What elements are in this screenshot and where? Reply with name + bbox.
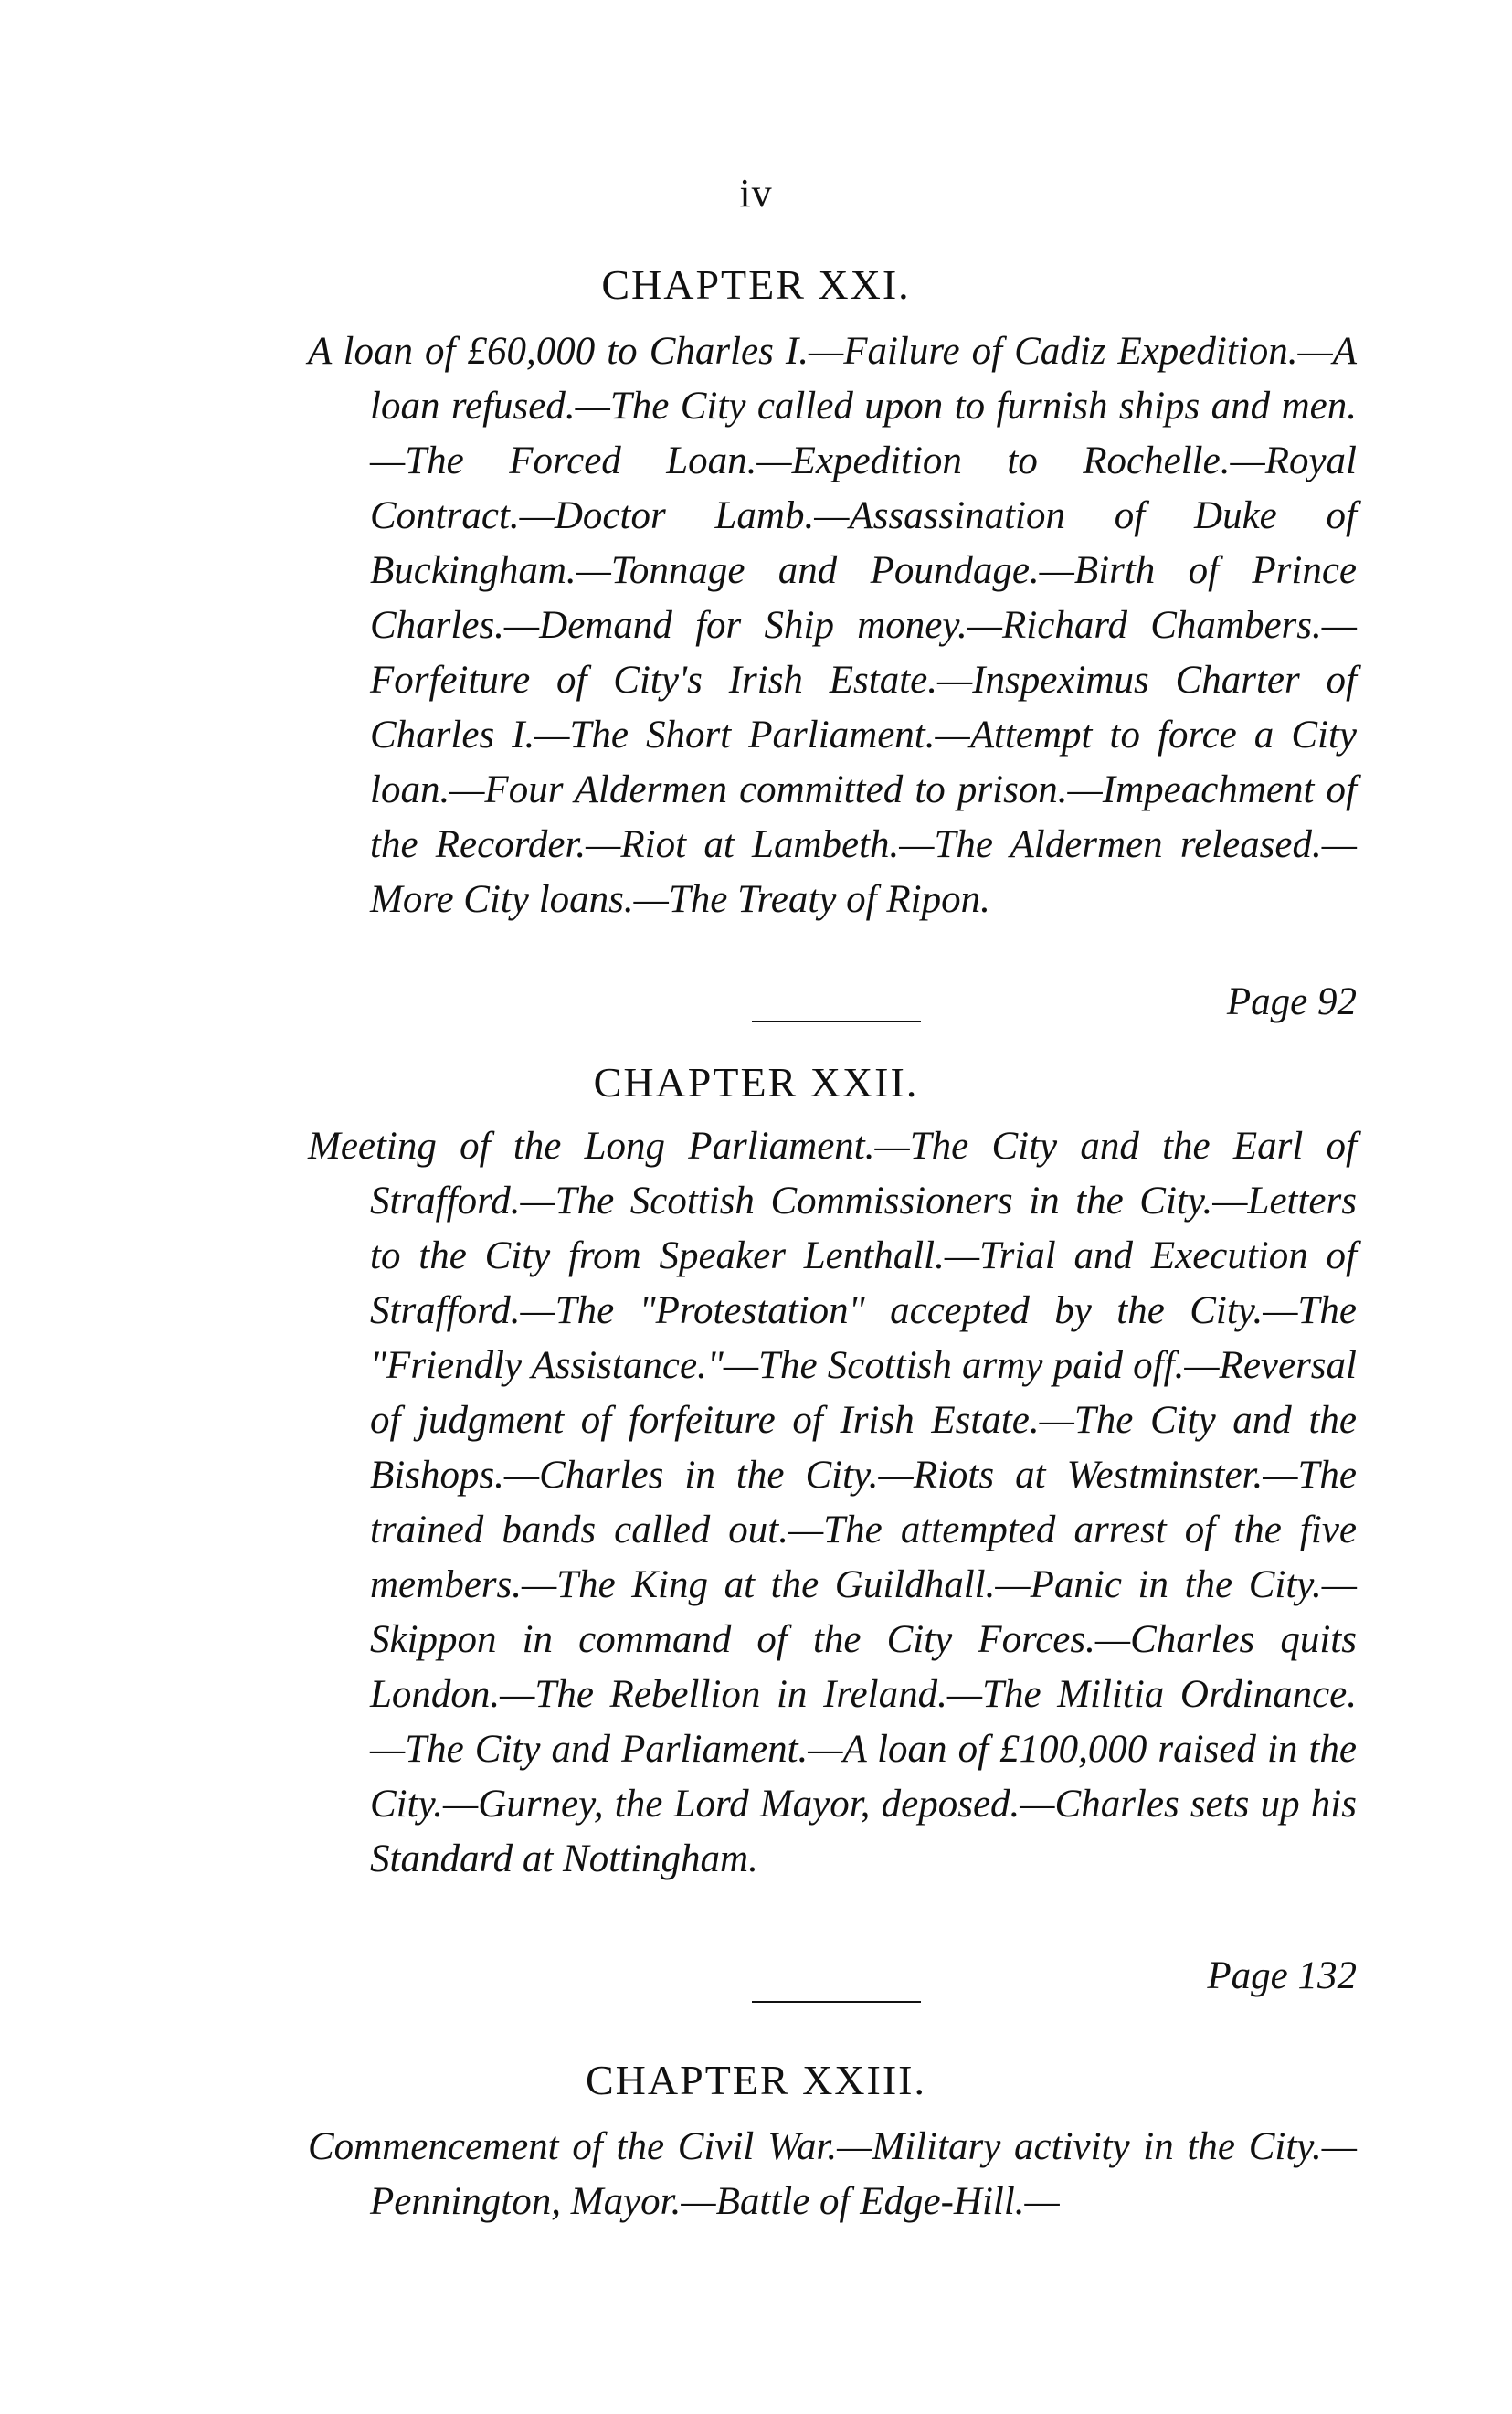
- chapter-xxii-heading: CHAPTER XXII.: [593, 1059, 919, 1106]
- chapter-xxi-heading: CHAPTER XXI.: [601, 261, 911, 308]
- chapter-xxii-page-ref: Page 132: [1207, 1954, 1357, 1997]
- chapter-xxi-divider: [752, 1021, 921, 1022]
- chapter-xxi-page-ref: Page 92: [1226, 980, 1357, 1023]
- chapter-xxii-summary: Meeting of the Long Parliament.—The City and the Earl of Strafford.—The Scottish Commissioners in the City.—Letters to the City from Speaker Lenthall.—Trial and Execution of Strafford.—The "Protestation" accepted by the City.—The "Friendly Assistance."—The Scottish army paid off.—Reversal of judgment of forfeiture of Irish Estate.—The City and the Bishops.—Charles in the City.—Riots at Westminster.—The trained bands called out.—The attempted arrest of the five members.—The King at the Guildhall.—Panic in the City.—Skippon in command of the City Forces.—Charles quits London.—The Rebellion in Ireland.—The Militia Ordinance.—The City and Parliament.—A loan of £100,000 raised in the City.—Gurney, the Lord Mayor, deposed.—Charles sets up his Standard at Nottingham.: [308, 1125, 1357, 1880]
- chapter-xxi-summary: A loan of £60,000 to Charles I.—Failure of Cadiz Expedition.—A loan refused.—The City called upon to furnish ships and men.—The Forced Loan.—Expedition to Rochelle.—Royal Contract.—Doctor Lamb.—Assassination of Duke of Buckingham.—Tonnage and Poundage.—Birth of Prince Charles.—Demand for Ship money.—Richard Chambers.—Forfeiture of City's Irish Estate.—Inspeximus Charter of Charles I.—The Short Parliament.—Attempt to force a City loan.—Four Aldermen committed to prison.—Impeachment of the Recorder.—Riot at Lambeth.—The Aldermen released.—More City loans.—The Treaty of Ripon.: [308, 330, 1357, 921]
- page-number: iv: [739, 171, 773, 216]
- chapter-xxiii-heading: CHAPTER XXIII.: [586, 2057, 926, 2103]
- chapter-xxiii-summary: Commencement of the Civil War.—Military activity in the City.—Pennington, Mayor.—Battle of Edge-Hill.—: [308, 2125, 1357, 2223]
- chapter-xxii-divider: [752, 2001, 921, 2003]
